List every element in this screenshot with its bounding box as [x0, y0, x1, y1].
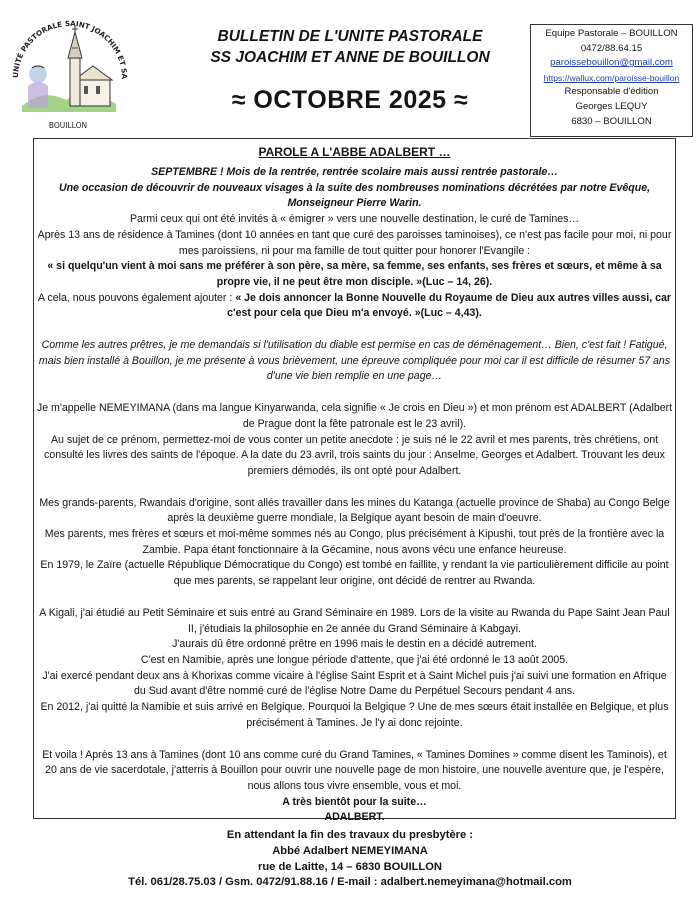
bulletin-title	[150, 26, 550, 68]
gospel-quote-luc-4: « Je dois annoncer la Bonne Nouvelle du Royaume de Dieu aux autres villes aussi, car c'est pour cela que Dieu m'a envoyé. »(Luc – 4,43).	[227, 291, 671, 320]
intro-line-2: Une occasion de découvrir de nouveaux visages à la suite des nombreuses nominations décrétées par notre Evêque, Monseigneur Pierre Warin.	[58, 181, 651, 210]
paragraph-ajouter	[36, 291, 673, 322]
title-line-1: BULLETIN DE L'UNITE PASTORALE	[217, 28, 483, 45]
paragraph-name: Je m'appelle NEMEYIMANA (dans ma langue Kinyarwanda, cela signifie « Je crois en Dieu ») et mon prénom est ADALBERT (Adalbert de Prague dont la fête patronale est le 23 avril).	[36, 402, 673, 430]
contact-role: Responsable d'édition	[564, 86, 659, 98]
paragraph-anecdote: Au sujet de ce prénom, permettez-moi de vous conter un petite anecdote : je suis né le 22 avril et mes parents, très chrétiens, ont consulté les livres des saints de l'époque. A la date du 23 avril, trois saints du jour : Anselme, Georges et Adalbert. Trouvant les deux premiers démodés, ils ont opté pour Adalbert.	[44, 433, 665, 477]
closing-line: A très bientôt pour la suite…	[282, 795, 427, 808]
svg-text:UNITÉ PASTORALE SAINT JOACHIM	[4, 8, 129, 80]
paragraph-zaire: En 1979, le Zaïre (actuelle République Démocratique du Congo) est tombé en faillite, y rendant la vie particulièrement difficile au point que mes parents, se rappelant leur origine, ont décidé de rentrer au Rwanda.	[40, 559, 669, 588]
parish-logo	[4, 8, 136, 136]
paragraph-namibie: C'est en Namibie, après une longue période d'attente, que j'ai été ordonné le 13 août 2005.	[140, 653, 569, 666]
footer-line-3: rue de Laitte, 14 – 6830 BOUILLON	[257, 860, 443, 873]
logo-place: BOUILLON	[48, 121, 88, 130]
title-line-2: SS JOACHIM ET ANNE DE BOUILLON	[210, 49, 490, 66]
footer-line-2: Abbé Adalbert NEMEYIMANA	[272, 844, 428, 857]
gospel-quote-luc-14: « si quelqu'un vient à moi sans me préférer à son père, sa mère, sa femme, ses enfants, ses frères et sœurs, et même à sa propre vie, il ne peut être mon disciple. »(Luc – 14, 26).	[47, 260, 662, 288]
article-body	[36, 165, 673, 826]
footer-address	[0, 828, 700, 891]
paragraph-1996: J'aurais dû être ordonné prêtre en 1996 mais le destin en a décidé autrement.	[172, 638, 537, 651]
paragraph-voila: Et voila ! Après 13 ans à Tamines (dont 10 ans comme curé du Grand Tamines, « Tamines Domines » comme disent les Taminois), et 20 ans de vie sacerdotale, j'atterris à Bouillon pour ouvrir une nouvelle page de mon histoire, une nouvelle aventure que, je l'espère, nous allons tous vivre ensemble, vous et moi.	[42, 748, 667, 792]
contact-name: Georges LEQUY	[575, 100, 648, 112]
contact-phone: 0472/88.64.15	[580, 42, 643, 54]
contact-team: Equipe Pastorale – BOUILLON	[545, 28, 678, 39]
footer-line-4: Tél. 061/28.75.03 / Gsm. 0472/91.88.16 / E-mail : adalbert.nemeyimana@hotmail.com	[128, 876, 572, 889]
contact-box	[530, 24, 693, 137]
contact-email-link[interactable]: paroissebouillon@gmail.com	[550, 57, 673, 69]
bulletin-month: ≈ OCTOBRE 2025 ≈	[231, 86, 469, 114]
signature: ADALBERT.	[324, 811, 385, 824]
intro-lead: SEPTEMBRE ! Mois de la rentrée, rentrée scolaire mais aussi rentrée pastorale…	[151, 166, 558, 178]
paragraph-grandparents: Mes grands-parents, Rwandais d'origine, sont allés travailler dans les mines du Katanga (actuelle province de Shaba) au Congo Belge après la deuxième guerre mondiale, la Belgique ayant besoin de main d'oeuvre.	[39, 496, 670, 525]
paragraph-tamines: Après 13 ans de résidence à Tamines (dont 10 années en tant que curé des paroisses taminoises), ce n'est pas facile pour moi, ni pour mes paroissiens, ni pour ma famille de tout quitter pour honorer l'Evangile :	[37, 228, 672, 257]
contact-city: 6830 – BOUILLON	[571, 115, 652, 127]
paragraph-congo: Mes parents, mes frères et sœurs et moi-même sommes nés au Congo, plus précisément à Kipushi, tout près de la frontière avec la Zambie. Papa étant fonctionnaire à la Gécamine, nous avons vécu une enfance heureuse.	[44, 528, 665, 556]
contact-website-link[interactable]: https://wallux.com/paroisse-bouillon	[543, 72, 680, 83]
paragraph-2012: En 2012, j'ai quitté la Namibie et suis arrivé en Belgique. Pourquoi la Belgique ? Une de mes sœurs était installée en Belgique, et plus précisément à Tamines. Je l'y ai donc rejointe.	[40, 701, 669, 729]
paragraph-khorixas: J'ai exercé pendant deux ans à Khorixas comme vicaire à l'église Saint Esprit et à Saint Michel puis j'ai suivi une formation en Afrique du Sud avant d'être nommé curé de l'église Notre Dame du Perpétuel Secours pendant 4 ans.	[42, 669, 667, 698]
footer-line-1: En attendant la fin des travaux du presbytère :	[226, 829, 474, 841]
paragraph-ajouter-text: A cela, nous pouvons également ajouter :	[38, 291, 233, 304]
logo-arc-text: UNITÉ PASTORALE SAINT JOACHIM ET SA	[10, 18, 130, 80]
paragraph-emigrer: Parmi ceux qui ont été invités à « émigrer » vers une nouvelle destination, le curé de Tamines…	[129, 213, 580, 226]
paragraph-kigali: A Kigali, j'ai étudié au Petit Séminaire et suis entré au Grand Séminaire en 1989. Lors de la visite au Rwanda du Pape Saint Jean Paul II, j'étudiais la philosophie en 2e année du Grand Séminaire à Kabgayi.	[39, 606, 670, 635]
paragraph-demenagement: Comme les autres prêtres, je me demandais si l'utilisation du diable est permise en cas de déménagement… Bien, c'est fait ! Fatigué, mais bien installé à Bouillon, je me présente à vous brièvement, une épreuve compliquée pour moi car il est difficile de résumer 57 ans d'une vie bien remplie en une page…	[38, 339, 671, 383]
article-heading: PAROLE A L'ABBE ADALBERT …	[258, 145, 451, 159]
church-logo-icon	[4, 8, 136, 136]
